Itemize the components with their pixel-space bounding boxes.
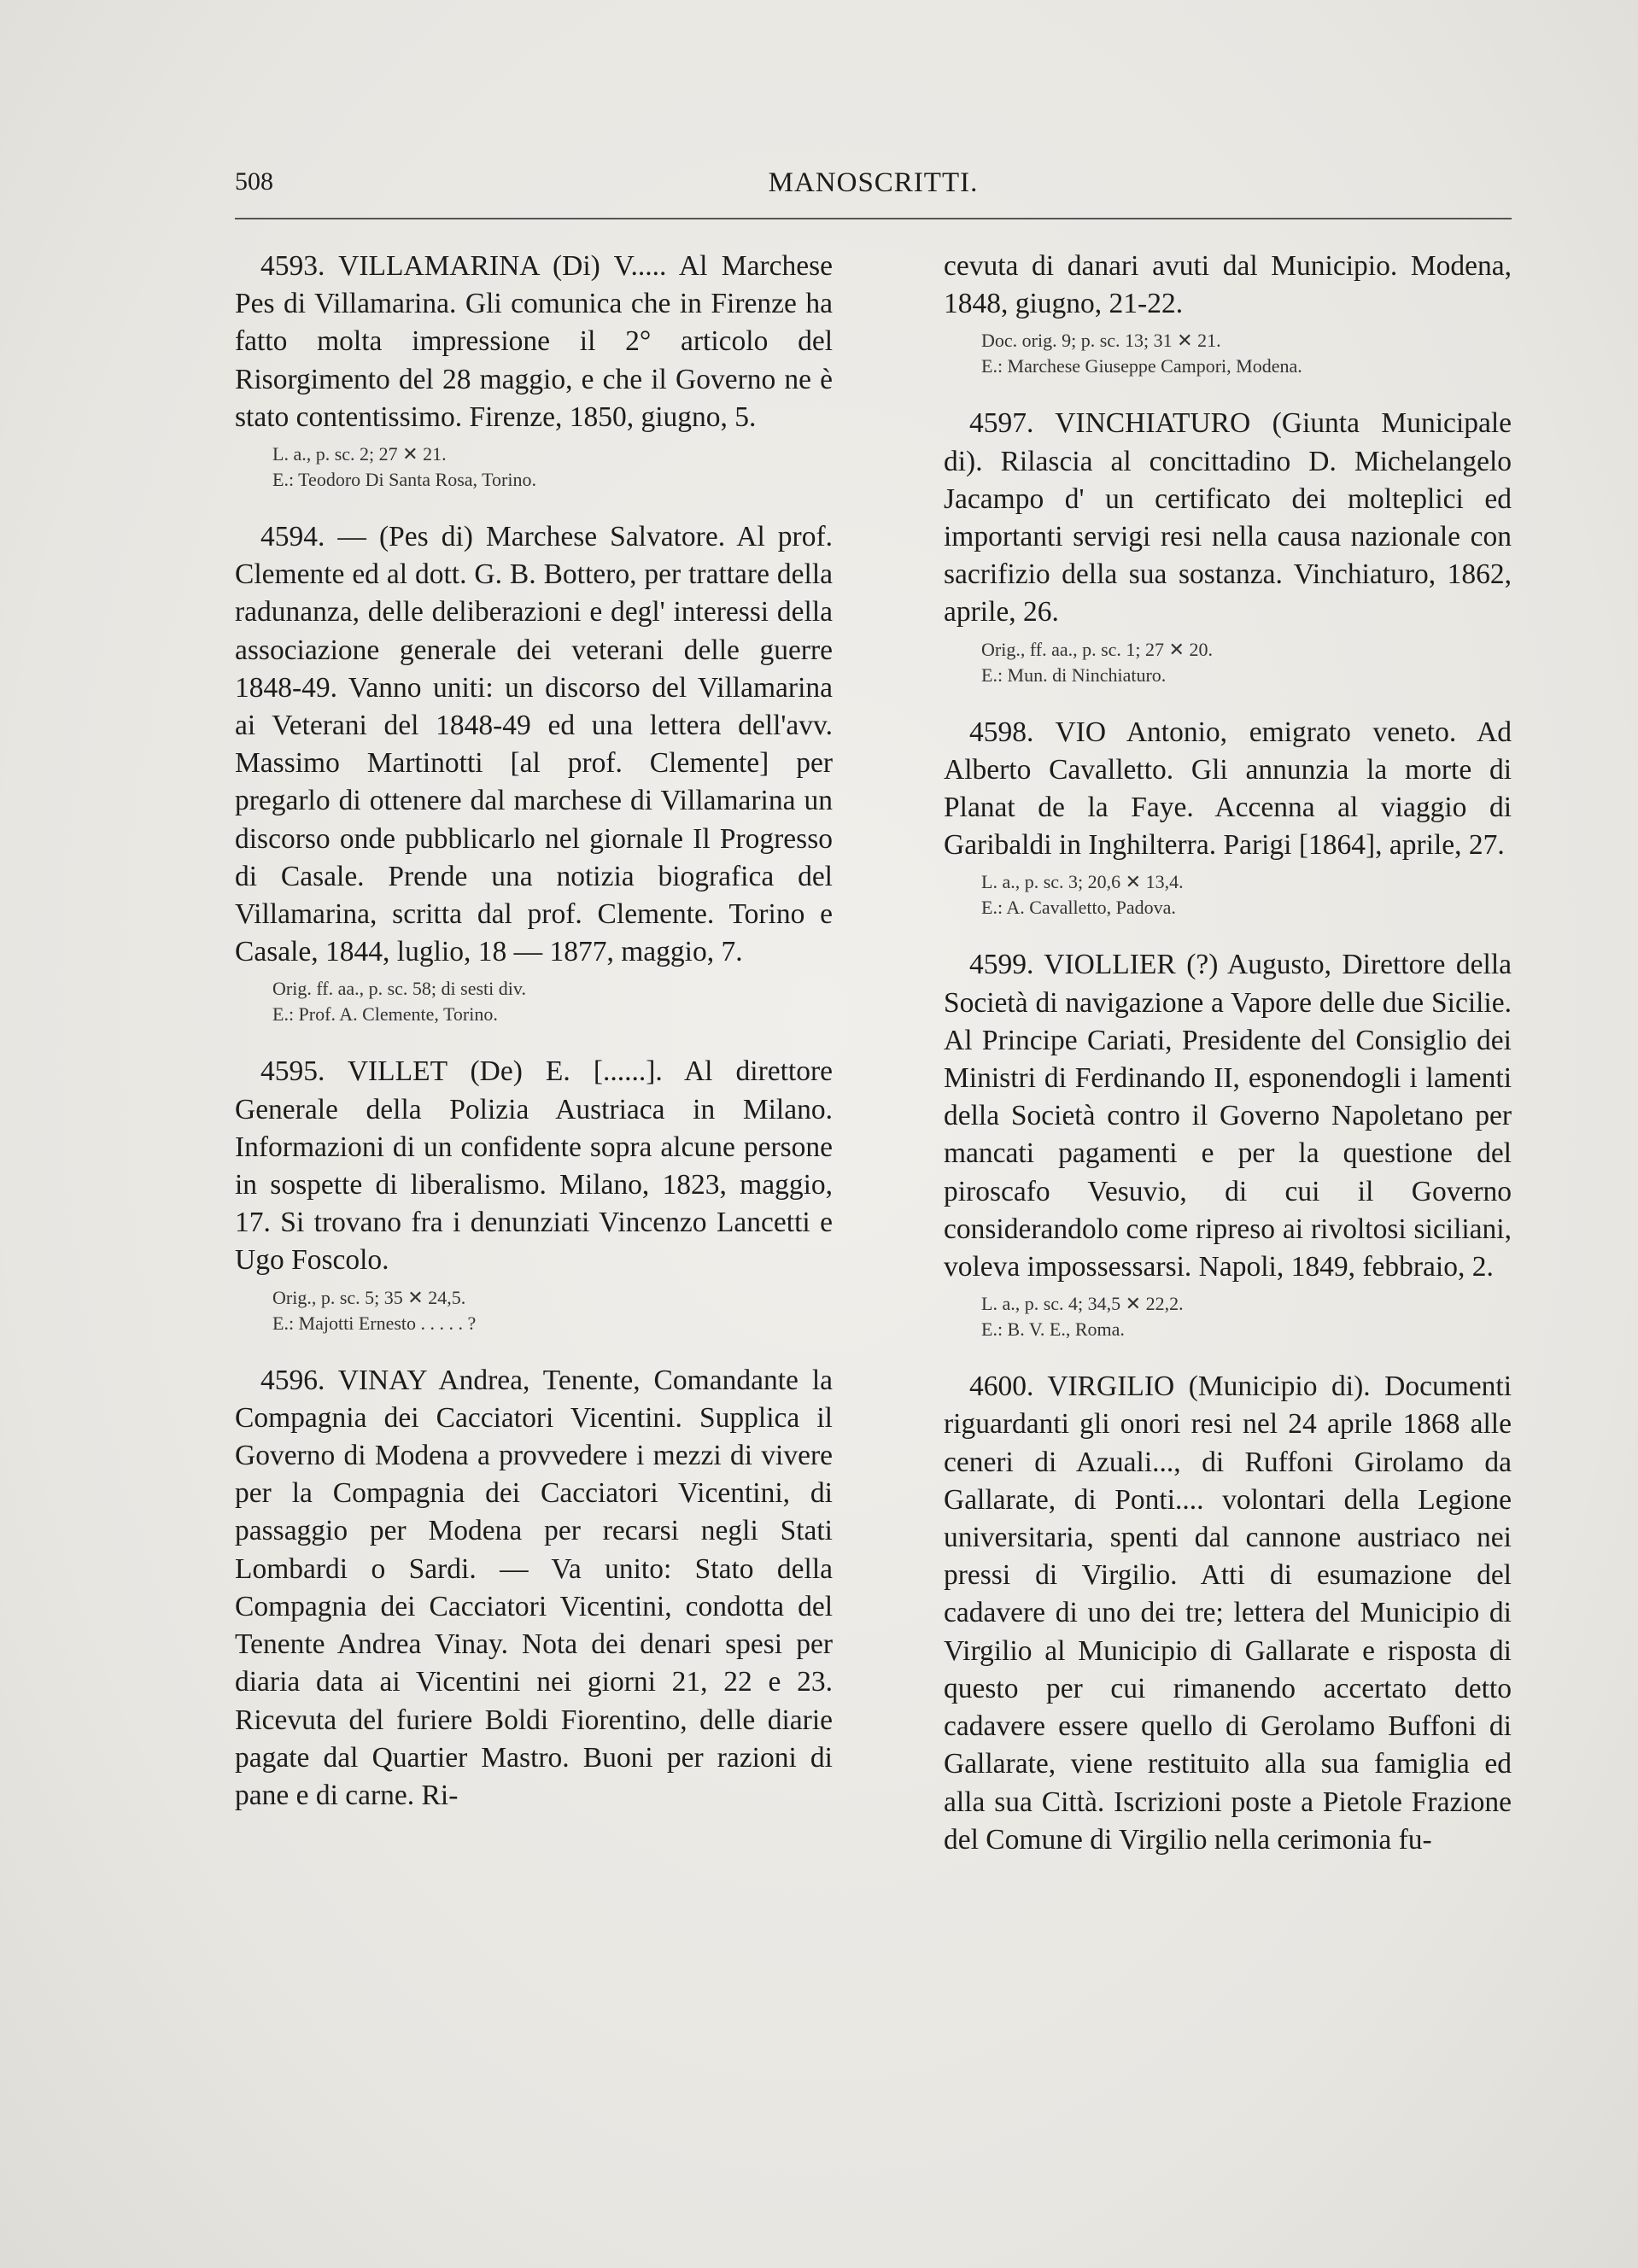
- note-line: Orig., p. sc. 5; 35 ✕ 24,5.: [272, 1286, 466, 1308]
- running-title: MANOSCRITTI.: [768, 167, 979, 198]
- note-line: E.: A. Cavalletto, Padova.: [981, 897, 1176, 919]
- entry-4594: [235, 518, 833, 1027]
- page-number: 508: [235, 167, 273, 196]
- entry-text: 4599. VIOLLIER (?) Augusto, Direttore della Società di navigazione a Vapore delle due Sicilie. Al Principe Cariati, Presidente del Consiglio dei Ministri di Ferdinando II, esponendogli i lamenti della Società contro il Governo Napoletano per mancati pagamenti e per la questione del piroscafo Vesuvio, di cui il Governo considerandolo come ripreso ai rivoltosi siciliani, voleva impossessarsi. Napoli, 1849, febbraio, 2.: [944, 949, 1512, 1283]
- entry-4599: [944, 946, 1512, 1342]
- entry-text: 4593. VILLAMARINA (Di) V..... Al Marchese Pes di Villamarina. Gli comunica che in Firenze ha fatto molta impressione il 2° articolo del Risorgimento del 28 maggio, e che il Governo ne è stato contentissimo. Firenze, 1850, giugno, 5.: [235, 250, 833, 433]
- entry-4600: [944, 1368, 1512, 1859]
- right-column: [944, 248, 1512, 1885]
- note-line: E.: Mun. di Ninchiaturo.: [981, 663, 1167, 686]
- note-line: L. a., p. sc. 2; 27 ✕ 21.: [272, 443, 447, 465]
- entry-4597: [944, 405, 1512, 687]
- note-line: Orig., ff. aa., p. sc. 1; 27 ✕ 20.: [981, 638, 1213, 660]
- entry-text: 4597. VINCHIATURO (Giunta Municipale di). Rilascia al concittadino D. Michelangelo Jacampo d' un certificato dei molteplici ed importanti servigi resi nella causa nazionale con sacrifizio della sua sostanza. Vinchiaturo, 1862, aprile, 26.: [944, 407, 1512, 628]
- entry-text: cevuta di danari avuti dal Municipio. Modena, 1848, giugno, 21-22.: [944, 250, 1512, 320]
- note-line: Doc. orig. 9; p. sc. 13; 31 ✕ 21.: [981, 330, 1221, 352]
- note-line: E.: Marchese Giuseppe Campori, Modena.: [981, 355, 1302, 377]
- entry-notes: [272, 1285, 833, 1336]
- note-line: E.: Majotti Ernesto . . . . . ?: [272, 1312, 477, 1334]
- left-column: [235, 248, 833, 1840]
- entry-notes: [981, 869, 1512, 921]
- entry-text: 4598. VIO Antonio, emigrato veneto. Ad Alberto Cavalletto. Gli annunzia la morte di Planat de la Faye. Accenna al viaggio di Garibaldi in Inghilterra. Parigi [1864], aprile, 27.: [944, 716, 1512, 862]
- header-rule: [235, 218, 1512, 219]
- note-line: Orig. ff. aa., p. sc. 58; di sesti div.: [272, 978, 526, 1000]
- entry-text: 4594. — (Pes di) Marchese Salvatore. Al prof. Clemente ed al dott. G. B. Bottero, per trattare della radunanza, delle deliberazioni e degl' interessi della associazione generale dei veterani delle guerre 1848-49. Vanno uniti: un discorso del Villamarina ai Veterani del 1848-49 ed una lettera dell'avv. Massimo Martinotti [al prof. Clemente] per pregarlo di ottenere dal marchese di Villamarina un discorso onde pubblicarlo nel giornale Il Progresso di Casale. Prende una notizia biografica del Villamarina, scritta dal prof. Clemente. Torino e Casale, 1844, luglio, 18 — 1877, maggio, 7.: [235, 521, 833, 968]
- note-line: E.: Teodoro Di Santa Rosa, Torino.: [272, 469, 536, 491]
- entry-4593: [235, 248, 833, 493]
- page-header: [235, 167, 1512, 205]
- entry-4598: [944, 714, 1512, 921]
- note-line: L. a., p. sc. 4; 34,5 ✕ 22,2.: [981, 1293, 1184, 1315]
- note-line: E.: B. V. E., Roma.: [981, 1318, 1125, 1341]
- entry-notes: [981, 637, 1512, 688]
- entry-text: 4595. VILLET (De) E. [......]. Al direttore Generale della Polizia Austriaca in Milano. Informazioni di un confidente sopra alcune persone in sospette di liberalismo. Milano, 1823, maggio, 17. Si trovano fra i denunziati Vincenzo Lancetti e Ugo Foscolo.: [235, 1055, 833, 1277]
- entry-notes: [981, 328, 1512, 379]
- entry-4596-continued: [944, 248, 1512, 379]
- entry-4595: [235, 1053, 833, 1336]
- note-line: E.: Prof. A. Clemente, Torino.: [272, 1003, 498, 1026]
- entry-notes: [981, 1291, 1512, 1342]
- entry-text: 4600. VIRGILIO (Municipio di). Documenti riguardanti gli onori resi nel 24 aprile 1868 alle ceneri di Azuali..., di Ruffoni Girolamo da Gallarate, di Ponti.... volontari della Legione universitaria, spenti dal cannone austriaco nei pressi di Virgilio. Atti di esumazione del cadavere di uno dei tre; lettera del Municipio di Virgilio al Municipio di Gallarate e risposta di questo per cui rimanendo accertato detto cadavere essere quello di Gerolamo Buffoni di Gallarate, viene restituito alla sua famiglia ed alla sua Città. Iscrizioni poste a Pietole Frazione del Comune di Virgilio nella cerimonia fu-: [944, 1371, 1512, 1856]
- entry-text: 4596. VINAY Andrea, Tenente, Comandante la Compagnia dei Cacciatori Vicentini. Supplica il Governo di Modena a provvedere i mezzi di vivere per la Compagnia dei Cacciatori Vicentini, di passaggio per Modena per recarsi negli Stati Lombardi o Sardi. — Va unito: Stato della Compagnia dei Cacciatori Vicentini, condotta del Tenente Andrea Vinay. Nota dei denari spesi per diaria data ai Vicentini nei giorni 21, 22 e 23. Ricevuta del furiere Boldi Fiorentino, delle diarie pagate dal Quartier Mastro. Buoni per razioni di pane e di carne. Ri-: [235, 1364, 833, 1811]
- entry-notes: [272, 976, 833, 1027]
- entry-notes: [272, 441, 833, 493]
- note-line: L. a., p. sc. 3; 20,6 ✕ 13,4.: [981, 871, 1184, 893]
- entry-4596: [235, 1362, 833, 1815]
